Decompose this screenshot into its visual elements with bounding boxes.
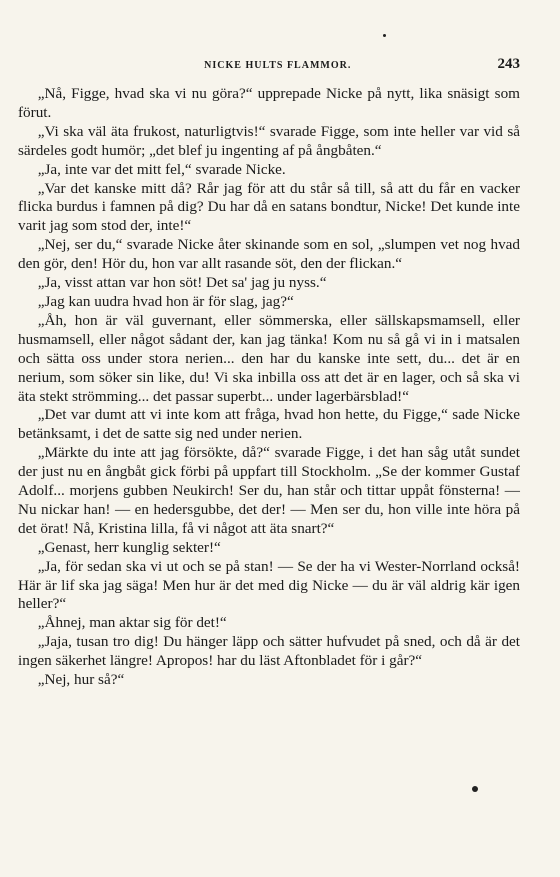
paragraph: „Ja, för sedan ska vi ut och se på stan! — Se der ha vi Wester-Norrland också! Här är lif ska jag säga! Men hur är det med dig Nicke — du är väl aldrig kär igen heller?“ xyxy=(18,557,520,613)
running-title: NICKE HULTS FLAMMOR. xyxy=(204,60,352,71)
paragraph: „Genast, herr kunglig sekter!“ xyxy=(37,538,221,556)
paragraph: „Nej, hur så?“ xyxy=(37,671,125,689)
paragraph: „Vi ska väl äta frukost, naturligtvis!“ svarade Figge, som inte heller var vid så särdeles godt humör; „det blef ju ingenting af på ångbåten.“ xyxy=(18,122,520,159)
ink-blot xyxy=(472,786,478,792)
paragraph: „Jaja, tusan tro dig! Du hänger läpp och sätter hufvudet på sned, och då är det ingen säkerhet längre! Apropos! har du läst Aftonbladet för i går?“ xyxy=(18,633,520,670)
page-number: 243 xyxy=(497,56,520,72)
paragraph: „Nej, ser du,“ svarade Nicke åter skinande som en sol, „slumpen vet nog hvad den gör, den! Hör du, hon var allt rasande söt, den der flickan.“ xyxy=(18,236,520,273)
ink-speck xyxy=(383,34,386,37)
paragraph: „Ja, inte var det mitt fel,“ svarade Nicke. xyxy=(37,160,286,178)
paragraph: „Ja, visst attan var hon söt! Det sa' jag ju nyss.“ xyxy=(37,274,327,292)
paragraph: „Var det kanske mitt då? Rår jag för att du står så till, så att du får en vacker flicka burdus i famnen på dig? Du har då en satans bondtur, Nicke! Det kunde inte varit jag som stod der, inte!“ xyxy=(18,179,520,235)
paragraph: „Åh, hon är väl guvernant, eller sömmerska, eller sällskapsmamsell, eller husmamsell, eller något sådant der, kan jag tänka! Kom nu så gå vi in i matsalen och sätta oss under stora nerien... den har du kanske inte sett, du... det är en nerium, som söker sin like, du! Vi ska inbilla oss att det är en lager, och så ska vi äta stekt strömming... det passar superbt... under lagerbärsblad!“ xyxy=(18,311,520,405)
paragraph: „Nå, Figge, hvad ska vi nu göra?“ upprepade Nicke på nytt, lika snäsigt som förut. xyxy=(18,85,520,121)
body-text xyxy=(18,85,520,690)
paragraph: „Åhnej, man aktar sig för det!“ xyxy=(37,614,227,632)
paragraph: „Det var dumt att vi inte kom att fråga, hvad hon hette, du Figge,“ sade Nicke betänksamt, i det de satte sig ned under nerien. xyxy=(18,406,520,443)
paragraph: „Jag kan uudra hvad hon är för slag, jag?“ xyxy=(37,292,294,310)
page-header xyxy=(18,56,520,73)
paragraph: „Märkte du inte att jag försökte, då?“ svarade Figge, i det han såg utåt sundet der just nu en ångbåt gick förbi på uppfart till Stockholm. „Se der kommer Gustaf Adolf... morjens gubben Neukirch! Ser du, han står och tittar uppåt fönsterna! — Nu nickar han! — en hedersgubbe, det der! — Men ser du, hon ville inte höra på det örat! Nå, Kristina lilla, få vi något att äta snart?“ xyxy=(18,444,520,537)
